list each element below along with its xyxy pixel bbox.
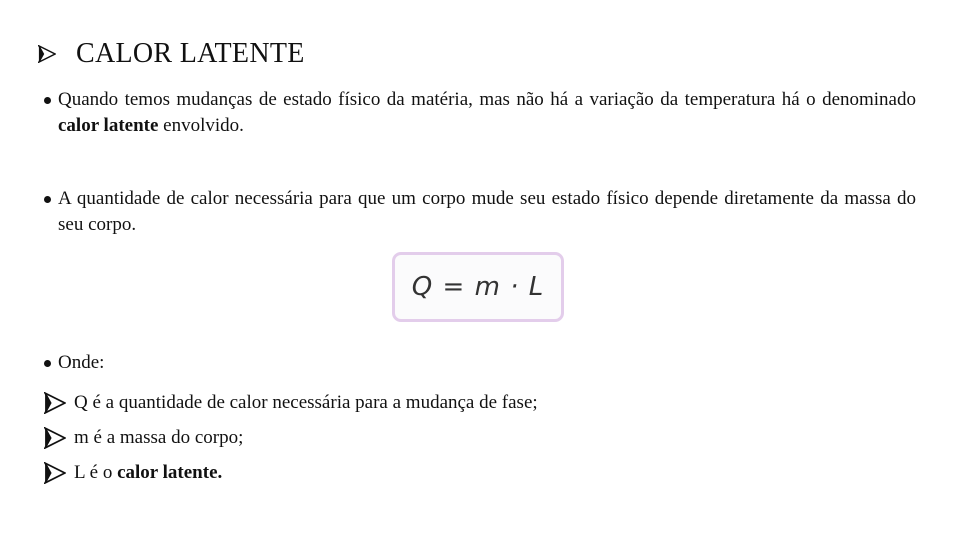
- list-item-text: Q é a quantidade de calor necessária para a mudança de fase;: [74, 391, 538, 413]
- slide-title: CALOR LATENTE: [76, 38, 305, 69]
- list-item-text-part: L é o: [74, 461, 118, 483]
- bullet-text: A quantidade de calor necessária para que um corpo mude seu estado físico depende diretamente da massa do seu corpo.: [58, 188, 916, 235]
- definition-list: [44, 385, 538, 490]
- round-bullet-icon: [44, 196, 51, 203]
- bullet-paragraph-definition: [44, 87, 916, 139]
- bullet-text-part: envolvido.: [158, 115, 244, 136]
- list-item-text: m é a massa do corpo;: [74, 426, 244, 448]
- list-item: [44, 455, 538, 490]
- bullet-paragraph-mass: [44, 186, 916, 238]
- formula: Q = m · L: [411, 272, 545, 302]
- bullet-text-part: Quando temos mudanças de estado físico da matéria, mas não há a variação da temperatura há o denominado: [58, 89, 916, 110]
- bold-term: calor latente: [58, 115, 159, 136]
- bullet-paragraph-onde: [44, 350, 916, 376]
- arrowhead-bullet-icon: [38, 45, 56, 63]
- list-item: [44, 420, 538, 455]
- list-item-text: [74, 462, 222, 484]
- bullet-text: Onde:: [58, 352, 105, 373]
- bullet-text: [58, 87, 916, 139]
- list-item: [44, 385, 538, 420]
- bold-term: calor latente.: [117, 461, 223, 483]
- arrowhead-bullet-icon: [44, 462, 66, 484]
- round-bullet-icon: [44, 97, 51, 104]
- round-bullet-icon: [44, 360, 51, 367]
- arrowhead-bullet-icon: [44, 427, 66, 449]
- slide-title-row: [38, 38, 305, 70]
- formula-box: [392, 252, 564, 322]
- arrowhead-bullet-icon: [44, 392, 66, 414]
